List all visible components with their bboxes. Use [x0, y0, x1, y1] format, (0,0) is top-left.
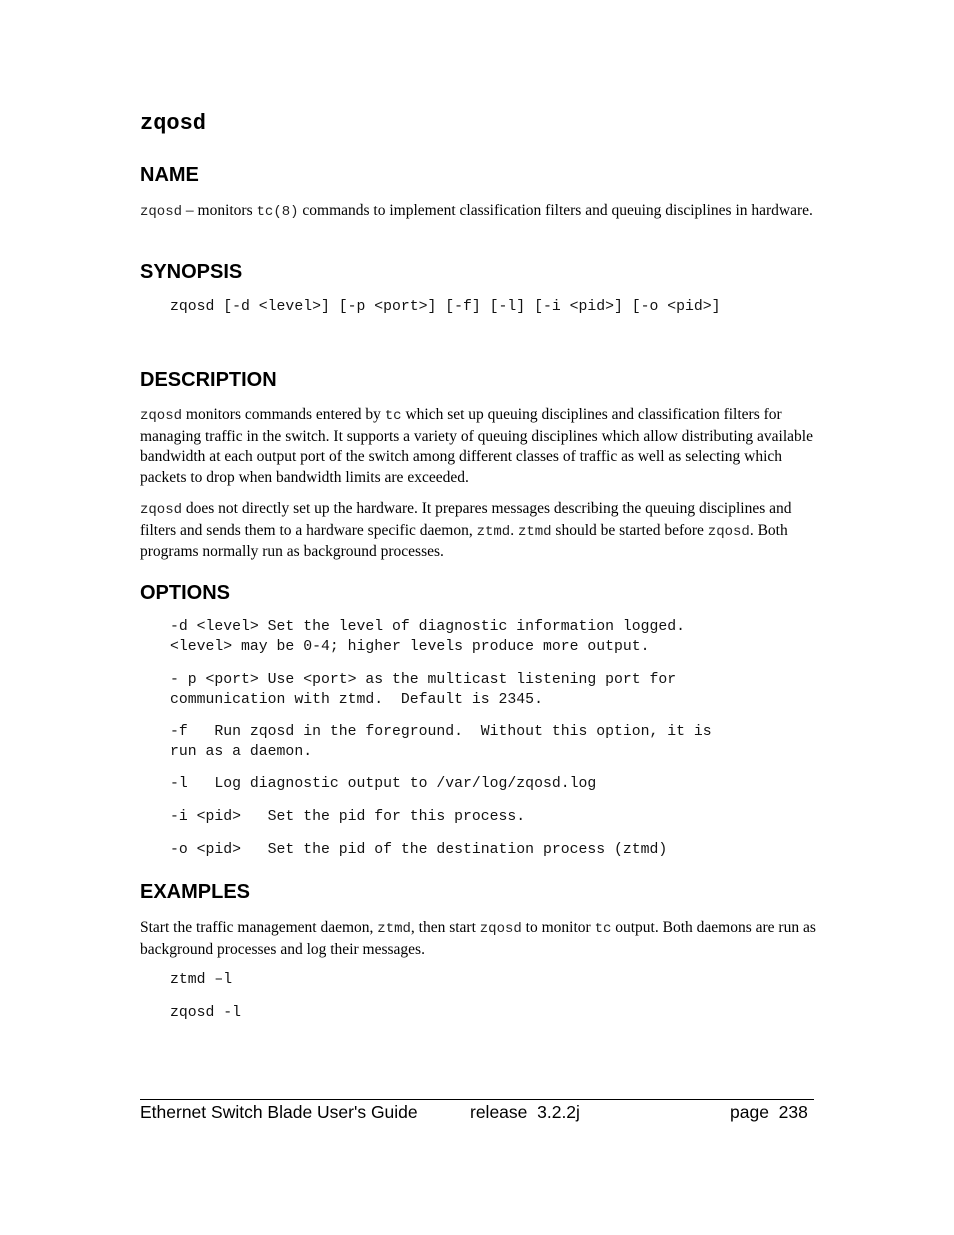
ex-ztmd: ztmd [377, 921, 411, 937]
description-heading: DESCRIPTION [140, 369, 277, 391]
ex-text-d: output. Both daemons are run as background processes and log their messages. [140, 919, 816, 958]
synopsis-line: zqosd [-d <level>] [-p <port>] [-f] [-l] [-i <pid>] [-o <pid>] [170, 299, 721, 315]
name-cmd: zqosd [140, 204, 183, 220]
desc-p2-text-d: . Both programs normally run as background processes. [140, 521, 788, 560]
synopsis-heading: SYNOPSIS [140, 261, 243, 283]
footer-divider [140, 1099, 814, 1100]
option-item-o: -o <pid> Set the pid of the destination process (ztmd) [170, 842, 668, 858]
page-title: zqosd [140, 111, 207, 136]
name-text-2: commands to implement classification filters and queuing disciplines in hardware. [298, 202, 813, 219]
desc-p1-text-a: monitors commands entered by [182, 406, 385, 423]
ex-zqosd: zqosd [479, 921, 522, 937]
option-item-i: -i <pid> Set the pid for this process. [170, 809, 526, 825]
example-command-1: ztmd –l [170, 972, 233, 988]
examples-heading: EXAMPLES [140, 881, 251, 903]
option-item-d: -d <level> Set the level of diagnostic information logged. <level> may be 0-4; higher levels produce more output. [170, 619, 686, 655]
desc-p2-text-a: does not directly set up the hardware. It prepares messages describing the queuing disciplines and filters and sends them to a hardware specific daemon, [140, 500, 792, 539]
ex-text-b: , then start [410, 919, 480, 936]
ex-tc: tc [594, 921, 612, 937]
footer-release: release 3.2.2j [470, 1102, 580, 1122]
name-heading: NAME [140, 164, 199, 186]
desc-p1-tc: tc [384, 408, 402, 424]
description-paragraph-1 [140, 405, 816, 488]
name-paragraph [140, 201, 816, 223]
desc-p2-text-b: . [510, 521, 518, 539]
ex-text-c: to monitor [521, 919, 595, 936]
option-item-f: -f Run zqosd in the foreground. Without this option, it is run as a daemon. [170, 724, 712, 760]
description-paragraph-2 [140, 499, 816, 563]
ex-text-a: Start the traffic management daemon, [140, 919, 378, 936]
desc-p1-cmd: zqosd [140, 408, 183, 424]
footer-page-number: page 238 [730, 1102, 808, 1122]
footer-guide-title: Ethernet Switch Blade User's Guide [140, 1102, 418, 1122]
desc-p1-text-b: which set up queuing disciplines and classification filters for managing traffic in the switch. It supports a variety of queuing disciplines which allow distributing available bandwidth at each output port of the switch among different classes of traffic as well as selecting which packets to drop when bandwidth limits are exceeded. [140, 406, 813, 486]
desc-p2-text-c: should be started before [551, 521, 708, 539]
desc-p2-ztmd-2: ztmd [517, 523, 552, 540]
desc-p2-cmd: zqosd [140, 502, 183, 518]
desc-p2-cmd-2: zqosd [707, 523, 750, 540]
examples-paragraph [140, 918, 816, 960]
example-command-2: zqosd -l [170, 1005, 242, 1021]
option-item-l: -l Log diagnostic output to /var/log/zqosd.log [170, 776, 597, 792]
option-item-p: - p <port> Use <port> as the multicast listening port for communication with ztmd. Default is 2345. [170, 672, 677, 708]
name-text-1: monitors [197, 202, 257, 219]
options-heading: OPTIONS [140, 582, 231, 604]
desc-p2-ztmd-1: ztmd [476, 523, 511, 540]
name-tc: tc(8) [256, 204, 299, 220]
name-dash: – [182, 202, 198, 219]
